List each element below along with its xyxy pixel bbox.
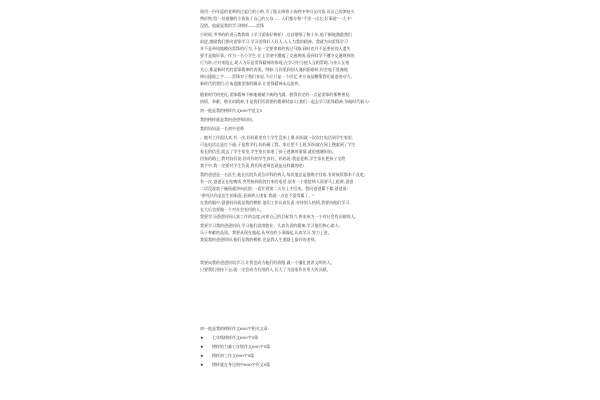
paragraph-2-line-5: 行为时,应对来阻止,助人为乐是雷锋精神的体现;在学习中与他人互相帮助,与亲人互相 xyxy=(200,60,350,65)
paragraph-3-line-1: 随着时代的变化,雷锋精神不断地被赋予新的内涵。值得肯定的一点是雷锋的那种善良, xyxy=(200,92,351,97)
paragraph-4-line-1: 。她对工作很认真,有一次,妈妈班里有个学生没来上课,妈妈就一次次打电话到学生家里, xyxy=(200,135,354,140)
document-page xyxy=(200,0,440,400)
related-article-link[interactable]: 七年级榜样作文600字5篇 xyxy=(212,335,259,340)
related-article-link[interactable]: 榜样的力量七年级作文600字5篇 xyxy=(212,344,271,349)
paragraph-2-line-1: 小时候,爷爷的的讲云教我唱《学习雷锋好榜样》,这首歌唱了数十年,他不断地激励我们 xyxy=(200,32,352,37)
related-article-link[interactable]: 榜样就在身边初中600字作文5篇 xyxy=(212,362,271,367)
paragraph-6-line-1: 我要学习我的爸爸妈妈,学习他们爱岗敬业、认真负责的精神,学习他们热心助人、 xyxy=(200,223,343,228)
paragraph-5-line-1: 我的爸爸是一名医生,他在医院负责急诊科的病人,每次他总是很晚才回家,有时候饭都来不及吃。 xyxy=(200,172,368,177)
related-articles-title: 初一他是我的榜样作文600字相关文章: xyxy=(200,326,269,331)
paragraph-5-line-5: 在我的眼中,爸爸妈妈就是我的榜样,他们工作认真负责,对待别人热情,我要向他们学习, xyxy=(200,200,351,205)
paragraph-4-line-2: 可是电话总是打不通,于是我学们,妈妈碰了我。家长把不上班,妈妈就在网上搜索到了学生 xyxy=(200,142,356,147)
paragraph-1-line-3: 没错。他就是我的学习榜样——雷锋 xyxy=(200,23,264,28)
star-icon: ★ xyxy=(200,344,204,349)
paragraph-5-line-4: "救死扶伤是医生的职责,看到病人康复,我就一点也不觉得累了。" xyxy=(200,193,315,198)
intro-sentence: 我的榜样就是我的爸爸和妈妈。 xyxy=(200,117,256,122)
paragraph-1-line-2: 赞价物,给一份道德的小孩孩子自己的父母……人们都专称"千里一出名,好事就"一大卡" xyxy=(200,16,353,21)
paragraph-2-line-8: 新时代的我们,应该追随雷锋的脚步,让雷锋精神永远流传。 xyxy=(200,81,303,86)
paragraph-6-line-3: 我爱我的爸爸妈妈,他们是我的榜样,也是我人生道路上最好的老师。 xyxy=(200,237,319,242)
paragraph-5-line-7: 我要学习爸爸妈妈认真工作的态度,向着自己的目标努力,将来成为一个对社会有贡献的人。 xyxy=(200,214,359,219)
star-icon: ★ xyxy=(200,353,204,358)
subheading: 我的妈妈是一名初中老师 xyxy=(200,126,244,131)
paragraph-5-line-3: 二话没说放下碗筷就冲向医院,一直忙到第二天早上才回来。我问爸爸累不累,爸爸说: xyxy=(200,186,348,191)
related-article-link[interactable]: 榜样初三作文600字5篇 xyxy=(212,353,255,358)
paragraph-4-line-3: 家长的信息,就去了学生家里,学生家长知道了孩子逃课的事情,就很感谢妈妈。 xyxy=(200,149,336,154)
paragraph-2-line-6: 关心,都是新时代的雷锋精神的表现。例如:当你见到别人遇到困难时,你会毫不犹豫地 xyxy=(200,67,348,72)
paragraph-5-line-6: 长大后也要做一个对社会有用的人。 xyxy=(200,207,264,212)
paragraph-2-line-3: 并不是单纯地模仿雷锋的行为,不是一定要拿着的钱过马路,同时也并不是要捡别人遗失 xyxy=(200,46,351,51)
paragraph-2-line-4: 要才是做好事。作为一名小学生,在上学途中遭遇了交通规则,看到同学不遵守交通规则的 xyxy=(200,53,355,58)
paragraph-1-line-1: 致用一份年返的老师的过起行的小纳,为了能让降着小孩的中华归女问家,司自己的津贴买 xyxy=(200,9,355,14)
section-heading: 初一他是我的榜样作文600字范文5 xyxy=(200,108,263,113)
paragraph-4-line-4: 回家的路上,我对妈妈说:你对你的学生真好。妈妈说:我是老师,学生家长把孩子交给 xyxy=(200,156,346,161)
paragraph-3-line-2: 热情、奉献、敬业的精神,才是我们所需要的精神财富!让我们一起去学习雷锋精神,争做时代新人! xyxy=(200,99,370,104)
paragraph-2-line-7: 伸出援助之手……雷锋对于我们来说,不应只是一个回忆,更应该是鞭策我们前进的动力。 xyxy=(200,74,355,79)
paragraph-2-line-2: 前进,激励我们要向雷锋学习,学习雷锋好人好人,人人为我的精神。我就为向雷锋学习 xyxy=(200,39,348,44)
star-icon: ★ xyxy=(200,362,204,367)
paragraph-5-line-2: 有一次,爸爸正在吃晚饭,突然接到医院打来的电话,说有一个重症病人需要马上抢救,爸爸 xyxy=(200,179,354,184)
paragraph-7-line-1: 我要向我的爸爸妈妈学习,让我也成为他们的骄傲,做一个懂礼貌讲文明的人。 xyxy=(200,260,335,265)
paragraph-4-line-5: 我手中,我一定要对学生负责,我们的老师也就是这样做的吧! xyxy=(200,163,305,168)
paragraph-7-line-2: 只要我们坚持下去,就一定会成为有用的人,长大了为国家作出更大的贡献。 xyxy=(200,267,331,272)
star-icon: ★ xyxy=(200,335,204,340)
paragraph-6-line-2: 乐于奉献的品质。我要从现在做起,从身边的小事做起,认真学习,努力上进。 xyxy=(200,230,332,235)
